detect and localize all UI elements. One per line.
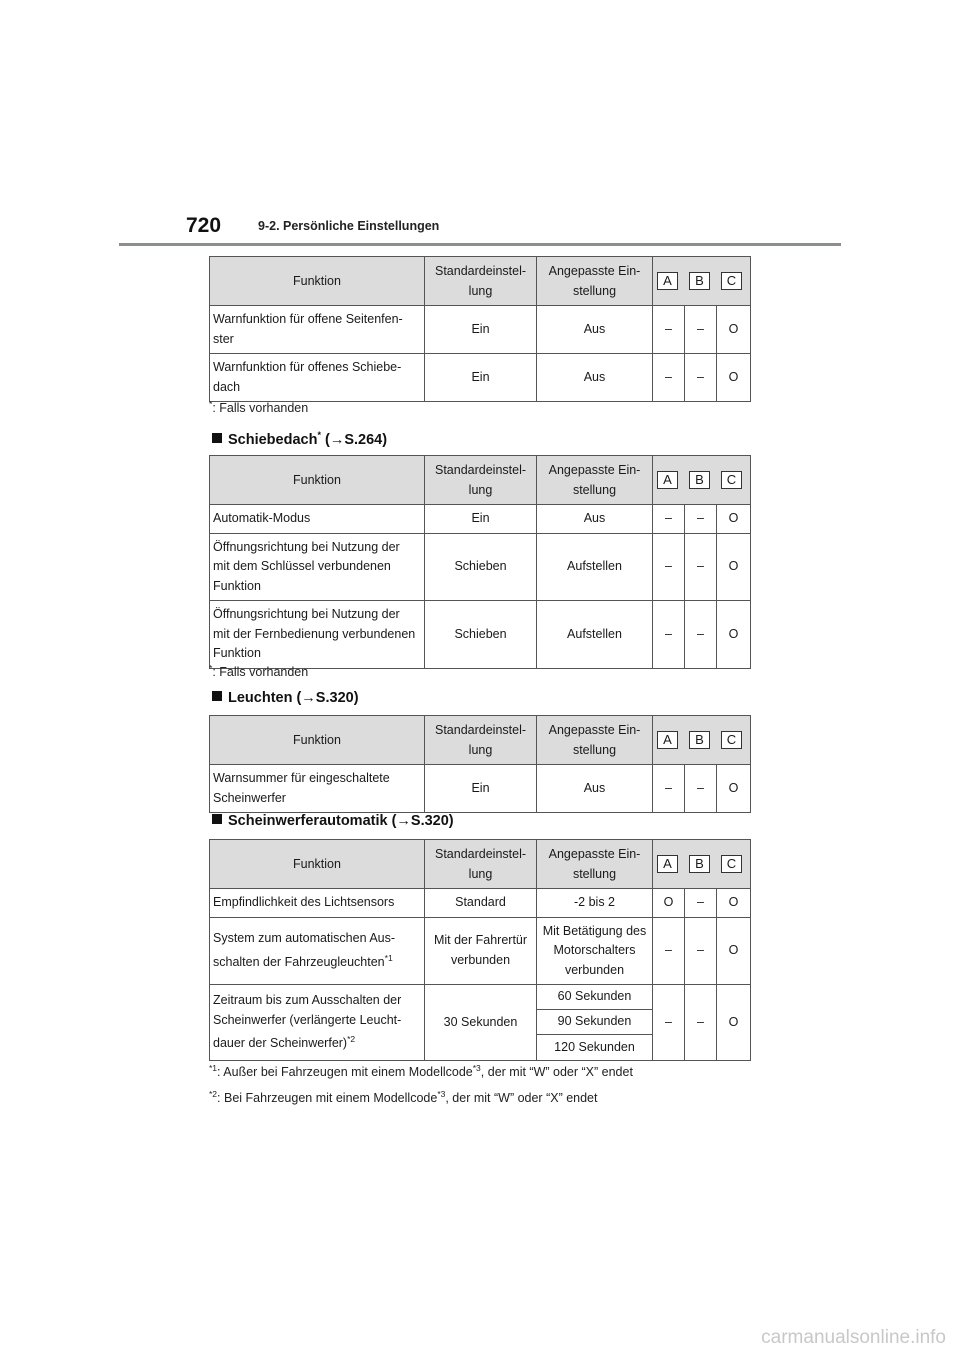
label-b: B	[689, 471, 710, 489]
header-standard: Standardeinstel- lung	[425, 257, 537, 306]
label-a: A	[657, 471, 678, 489]
watermark: carmanualsonline.info	[761, 1327, 946, 1348]
cell-standard: Ein	[425, 354, 537, 402]
header-angepasst: Angepasste Ein- stellung	[537, 456, 653, 505]
cell-standard: Mit der Fahrertür verbunden	[425, 917, 537, 985]
table-row	[210, 889, 751, 918]
header-angepasst: Angepasste Ein- stellung	[537, 840, 653, 889]
table-header-row	[210, 840, 751, 889]
table-row	[210, 985, 751, 1010]
header-funktion: Funktion	[210, 257, 425, 306]
cell-c: O	[717, 533, 751, 601]
footnote-text: : Bei Fahrzeugen mit einem Modellcode	[217, 1091, 438, 1105]
cell-b: –	[685, 505, 717, 534]
footnote-1	[209, 1063, 633, 1079]
footnote-mark: *	[209, 663, 213, 673]
cell-c: O	[717, 765, 751, 813]
cell-funktion-text: System zum automatischen Aus- schalten der Fahrzeugleuchten	[213, 931, 396, 969]
cell-funktion: Öffnungsrichtung bei Nutzung der mit der Fernbedienung verbundenen Funktion	[210, 601, 425, 669]
cell-funktion: Warnfunktion für offene Seitenfen- ster	[210, 306, 425, 354]
footnote-text-end: , der mit “W” oder “X” endet	[480, 1065, 633, 1079]
bullet-square-icon	[212, 691, 222, 701]
footnote-mark: *2	[209, 1089, 218, 1099]
table-header-row	[210, 716, 751, 765]
table-header-row	[210, 257, 751, 306]
heading-mark: *	[317, 430, 321, 440]
cell-standard: Ein	[425, 306, 537, 354]
cell-standard: Ein	[425, 505, 537, 534]
header-standard: Standardeinstel- lung	[425, 840, 537, 889]
cell-funktion: Empfindlichkeit des Lichtsensors	[210, 889, 425, 918]
cell-angepasst: Aus	[537, 505, 653, 534]
heading-leuchten	[212, 690, 359, 706]
cell-angepasst: Aus	[537, 765, 653, 813]
table-row	[210, 533, 751, 601]
header-funktion: Funktion	[210, 840, 425, 889]
footnote-2	[209, 1089, 597, 1105]
table-row	[210, 601, 751, 669]
bullet-square-icon	[212, 433, 222, 443]
cell-c: O	[717, 505, 751, 534]
heading-text: Scheinwerferautomatik (→S.320)	[228, 813, 454, 829]
cell-funktion: Warnfunktion für offenes Schiebe- dach	[210, 354, 425, 402]
cell-option: 90 Sekunden	[537, 1010, 653, 1035]
footnote-falls-vorhanden-1	[209, 399, 308, 415]
settings-table-schiebedach	[209, 455, 751, 669]
cell-standard: Schieben	[425, 533, 537, 601]
cell-funktion: Öffnungsrichtung bei Nutzung der mit dem Schlüssel verbundenen Funktion	[210, 533, 425, 601]
header-angepasst: Angepasste Ein- stellung	[537, 716, 653, 765]
footnote-text-end: , der mit “W” oder “X” endet	[445, 1091, 598, 1105]
footnote-ref: *3	[472, 1063, 481, 1073]
header-divider	[119, 243, 841, 246]
footnote-text: : Falls vorhanden	[212, 401, 309, 415]
cell-standard: Ein	[425, 765, 537, 813]
cell-c: O	[717, 306, 751, 354]
header-abc	[653, 257, 751, 306]
cell-angepasst: Aufstellen	[537, 601, 653, 669]
label-b: B	[689, 855, 710, 873]
label-a: A	[657, 272, 678, 290]
label-a: A	[657, 731, 678, 749]
header-funktion: Funktion	[210, 456, 425, 505]
cell-a: O	[653, 889, 685, 918]
header-angepasst: Angepasste Ein- stellung	[537, 257, 653, 306]
label-c: C	[721, 272, 742, 290]
cell-c: O	[717, 917, 751, 985]
footnote-mark: *1	[209, 1063, 218, 1073]
footnote-text: : Außer bei Fahrzeugen mit einem Modellcode	[217, 1065, 473, 1079]
cell-option: 120 Sekunden	[537, 1035, 653, 1061]
settings-table-windows	[209, 256, 751, 402]
cell-b: –	[685, 601, 717, 669]
page-number: 720	[186, 214, 222, 237]
cell-funktion: Automatik-Modus	[210, 505, 425, 534]
bullet-square-icon	[212, 814, 222, 824]
cell-a: –	[653, 917, 685, 985]
table-row	[210, 505, 751, 534]
footnote-text: : Falls vorhanden	[212, 665, 309, 679]
heading-text: Schiebedach	[228, 432, 318, 448]
cell-a: –	[653, 601, 685, 669]
header-abc	[653, 456, 751, 505]
label-c: C	[721, 731, 742, 749]
cell-c: O	[717, 354, 751, 402]
cell-a: –	[653, 985, 685, 1061]
cell-b: –	[685, 889, 717, 918]
cell-a: –	[653, 533, 685, 601]
cell-standard: Schieben	[425, 601, 537, 669]
table-header-row	[210, 456, 751, 505]
cell-c: O	[717, 985, 751, 1061]
table-row	[210, 917, 751, 985]
heading-ref: (→S.264)	[320, 432, 388, 448]
cell-angepasst: -2 bis 2	[537, 889, 653, 918]
cell-standard: Standard	[425, 889, 537, 918]
cell-b: –	[685, 917, 717, 985]
cell-a: –	[653, 765, 685, 813]
cell-c: O	[717, 601, 751, 669]
header-abc	[653, 840, 751, 889]
cell-standard: 30 Sekunden	[425, 985, 537, 1061]
cell-b: –	[685, 533, 717, 601]
table-row	[210, 765, 751, 813]
cell-angepasst: Aus	[537, 306, 653, 354]
header-standard: Standardeinstel- lung	[425, 716, 537, 765]
cell-option: 60 Sekunden	[537, 985, 653, 1010]
footnote-mark: *	[209, 399, 213, 409]
cell-a: –	[653, 306, 685, 354]
cell-funktion	[210, 917, 425, 985]
cell-funktion	[210, 985, 425, 1061]
settings-table-scheinwerfer	[209, 839, 751, 1061]
label-c: C	[721, 855, 742, 873]
cell-angepasst: Aus	[537, 354, 653, 402]
cell-angepasst: Aufstellen	[537, 533, 653, 601]
table-row	[210, 306, 751, 354]
cell-funktion: Warnsummer für eingeschaltete Scheinwerfer	[210, 765, 425, 813]
cell-angepasst: Mit Betätigung des Motorschalters verbunden	[537, 917, 653, 985]
cell-a: –	[653, 354, 685, 402]
heading-text: Leuchten (→S.320)	[228, 690, 359, 706]
cell-b: –	[685, 306, 717, 354]
label-c: C	[721, 471, 742, 489]
footnote-falls-vorhanden-2	[209, 663, 308, 679]
header-standard: Standardeinstel- lung	[425, 456, 537, 505]
footnote-ref: *2	[347, 1034, 356, 1045]
cell-b: –	[685, 985, 717, 1061]
table-row	[210, 354, 751, 402]
section-title: 9-2. Persönliche Einstellungen	[258, 219, 440, 233]
heading-scheinwerferautomatik	[212, 813, 454, 829]
header-abc	[653, 716, 751, 765]
footnote-ref: *3	[437, 1089, 446, 1099]
cell-b: –	[685, 354, 717, 402]
heading-schiebedach	[212, 430, 387, 448]
cell-funktion-text: Zeitraum bis zum Ausschalten der Scheinwerfer (verlängerte Leucht- dauer der Scheinwerfer)	[213, 993, 402, 1051]
footnote-ref: *1	[384, 952, 393, 963]
label-b: B	[689, 272, 710, 290]
cell-c: O	[717, 889, 751, 918]
label-a: A	[657, 855, 678, 873]
cell-b: –	[685, 765, 717, 813]
settings-table-leuchten	[209, 715, 751, 813]
header-funktion: Funktion	[210, 716, 425, 765]
cell-a: –	[653, 505, 685, 534]
label-b: B	[689, 731, 710, 749]
